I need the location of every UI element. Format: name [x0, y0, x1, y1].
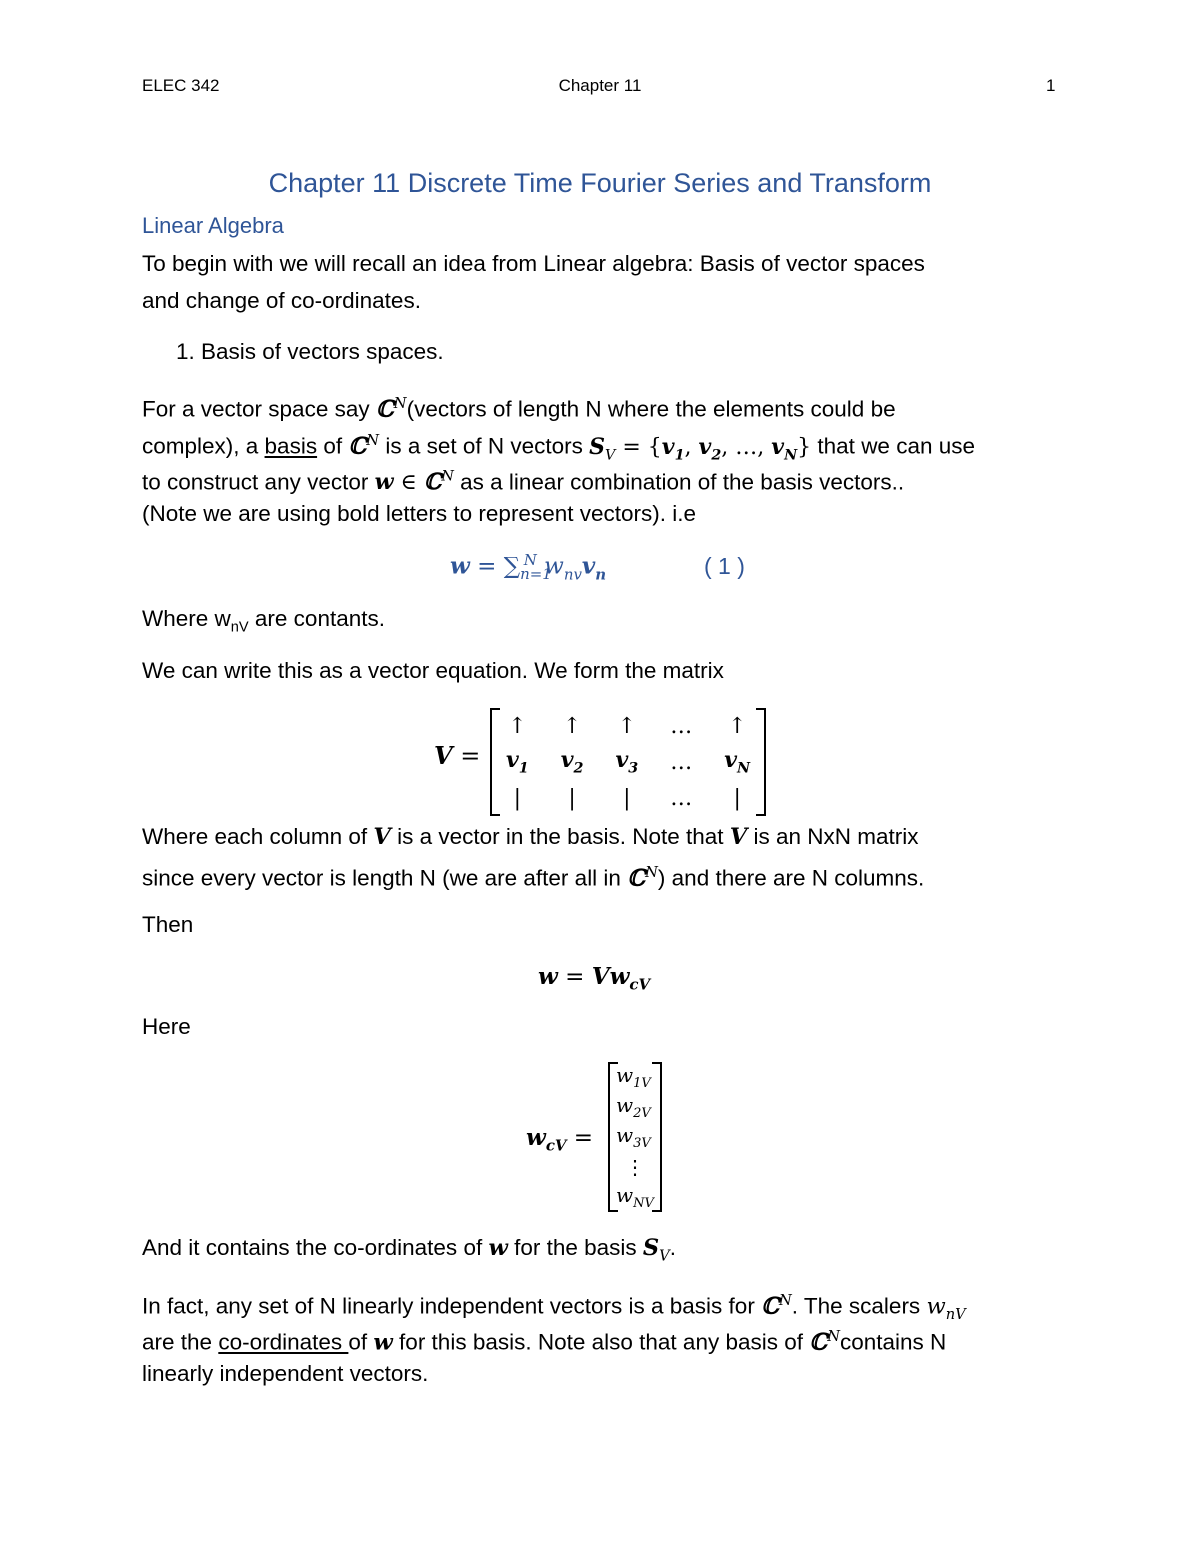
equation-w-vw: $w = Vw_{cV}$ [538, 963, 651, 994]
column-vector-lhs: $w_{cV}$ = [526, 1124, 594, 1155]
paragraph-4-line-1: In fact, any set of N linearly independent vectors is a basis for ℂ$^N$. The scalers $w_{nV}$ [142, 1292, 966, 1323]
matrix-cell: | [733, 785, 741, 811]
paragraph-1-line-3: to construct any vector w ∈ ℂ$^N$ as a linear combination of the basis vectors.. [142, 469, 905, 496]
vector-entry: $w_{3V}$ [616, 1123, 651, 1151]
vector-entry: ⋮ [624, 1155, 645, 1179]
matrix-v-lhs: V = [434, 741, 481, 770]
then-label: Then [142, 912, 194, 937]
left-bracket [490, 708, 500, 816]
paragraph-4-line-2: are the co-ordinates of w for this basis. Note also that any basis of ℂ$^N$contains N [142, 1328, 947, 1356]
where-constants: Where $w_{nV}$ are contants. [142, 606, 385, 636]
column-vector-wcv [608, 1062, 662, 1212]
vector-equation-intro: We can write this as a vector equation. We form the matrix [142, 658, 724, 683]
matrix-cell: ↑ [562, 713, 582, 739]
paragraph-1-line-4: (Note we are using bold letters to represent vectors). i.e [142, 501, 697, 526]
intro-line-2: and change of co-ordinates. [142, 288, 421, 313]
matrix-cell: ↑ [617, 713, 637, 739]
list-item-1: 1. Basis of vectors spaces. [176, 339, 444, 364]
coordinates-term: co-ordinates [218, 1329, 349, 1355]
matrix-cell: $v_1$ [506, 747, 529, 777]
matrix-v [490, 708, 766, 816]
here-label: Here [142, 1014, 191, 1039]
paragraph-4-line-3: linearly independent vectors. [142, 1361, 429, 1386]
vector-entry: $w_{2V}$ [616, 1093, 651, 1121]
matrix-cell: ↑ [508, 713, 527, 739]
right-bracket [652, 1062, 662, 1212]
matrix-cell: … [670, 749, 693, 775]
paragraph-2-line-2: since every vector is length N (we are after all in ℂ$^N$) and there are N columns. [142, 864, 925, 892]
matrix-cell: ↑ [727, 713, 747, 739]
right-bracket [756, 708, 766, 816]
equation-1: $w = \sum_{n=1}^N$ $w_{nv}v_n$ [450, 551, 607, 584]
header-course: ELEC 342 [142, 76, 220, 95]
matrix-cell: $v_3$ [615, 747, 639, 777]
matrix-cell: … [670, 713, 693, 739]
matrix-cell: $v_2$ [560, 747, 584, 777]
matrix-cell: | [513, 785, 522, 811]
header-chapter: Chapter 11 [558, 76, 642, 95]
paragraph-1-line-2: complex), a basis of ℂ$^N$ is a set of N vectors $S_V = \{v_1$, $v_2$, …, $v_N$} that we can use [142, 432, 976, 463]
header-page-number: 1 [1046, 76, 1056, 95]
paragraph-1-line-1: For a vector space say ℂ$^N$(vectors of length N where the elements could be [142, 395, 896, 423]
equation-1-label: ( 1 ) [704, 553, 745, 579]
matrix-cell: | [623, 785, 631, 811]
matrix-cell: $v_N$ [724, 747, 751, 777]
intro-line-1: To begin with we will recall an idea from Linear algebra: Basis of vector spaces [142, 251, 925, 276]
page-title: Chapter 11 Discrete Time Fourier Series and Transform [268, 168, 932, 198]
matrix-cell: … [670, 785, 693, 811]
left-bracket [608, 1062, 618, 1212]
section-heading: Linear Algebra [142, 213, 284, 238]
basis-term: basis [264, 433, 318, 459]
paragraph-3: And it contains the co-ordinates of w for the basis $S_V$. [142, 1235, 676, 1265]
vector-entry: $w_{1V}$ [616, 1063, 651, 1091]
paragraph-2-line-1: Where each column of V is a vector in the basis. Note that V is an NxN matrix [142, 824, 919, 850]
vector-entry: $w_{NV}$ [616, 1183, 654, 1211]
matrix-cell: | [568, 785, 576, 811]
